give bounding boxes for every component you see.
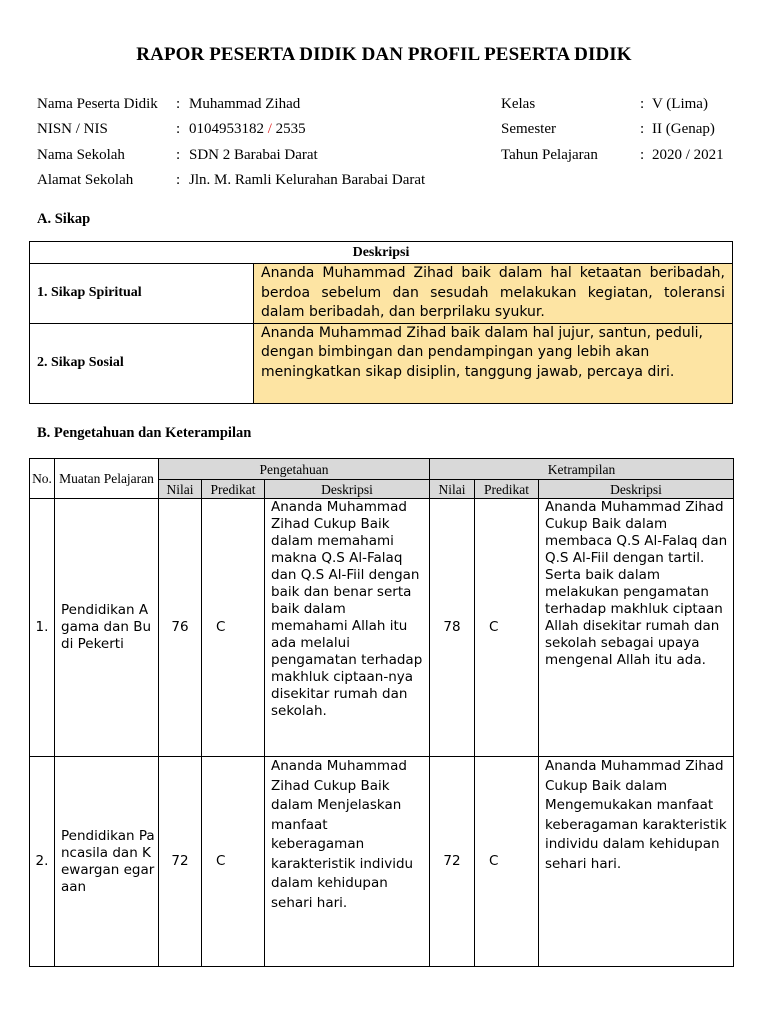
info-label-kelas: Kelas	[501, 96, 536, 112]
row-k-nilai: 78	[430, 499, 475, 757]
info-label-tahun: Tahun Pelajaran	[501, 147, 598, 163]
info-value-tahun: 2020 / 2021	[652, 147, 724, 163]
table-row	[30, 264, 733, 324]
row-k-deskripsi: Ananda Muhammad Zihad Cukup Baik dalam Mengemukakan manfaat keberagaman karakteristik individu dalam kehidupan sehari hari.	[539, 757, 734, 967]
info-value-nama: Muhammad Zihad	[189, 96, 301, 112]
row-k-deskripsi: Ananda Muhammad Zihad Cukup Baik dalam membaca Q.S Al-Falaq dan Q.S Al-Fiil dengan tartil. Serta baik dalam melakukan pengamatan terhadap makhluk ciptaan Allah disekitar rumah dan sekolah sebagai upaya mengenal Allah itu ada.	[539, 499, 734, 757]
row-p-predikat: C	[202, 499, 265, 757]
sikap-header-deskripsi: Deskripsi	[30, 242, 733, 264]
nisn-separator: /	[267, 121, 272, 137]
nis-value: 2535	[275, 121, 306, 137]
row-p-nilai: 72	[159, 757, 202, 967]
info-colon: :	[176, 121, 181, 137]
row-no: 1.	[30, 499, 55, 757]
header-k-predikat: Predikat	[475, 480, 539, 499]
row-p-predikat: C	[202, 757, 265, 967]
info-label-nama: Nama Peserta Didik	[37, 96, 158, 112]
row-p-deskripsi: Ananda Muhammad Zihad Cukup Baik dalam Menjelaskan manfaat keberagaman karakteristik individu dalam kehidupan sehari hari.	[265, 757, 430, 967]
table-row	[30, 499, 734, 757]
header-pengetahuan: Pengetahuan	[159, 459, 430, 480]
nisn-value: 0104953182	[189, 121, 264, 137]
header-k-nilai: Nilai	[430, 480, 475, 499]
info-colon: :	[176, 172, 181, 188]
info-label-alamat: Alamat Sekolah	[37, 172, 134, 188]
header-ketrampilan: Ketrampilan	[430, 459, 734, 480]
info-value-nisn	[189, 119, 306, 139]
header-p-deskripsi: Deskripsi	[265, 480, 430, 499]
header-k-deskripsi: Deskripsi	[539, 480, 734, 499]
info-label-semester: Semester	[501, 121, 556, 137]
sikap-label: 1. Sikap Spiritual	[30, 264, 254, 324]
row-no: 2.	[30, 757, 55, 967]
info-colon: :	[640, 121, 645, 137]
header-p-predikat: Predikat	[202, 480, 265, 499]
info-value-kelas: V (Lima)	[652, 96, 708, 112]
info-label-nisn: NISN / NIS	[37, 121, 108, 137]
section-heading-pengetahuan: B. Pengetahuan dan Keterampilan	[37, 425, 252, 441]
sikap-table	[29, 241, 733, 404]
info-colon: :	[176, 96, 181, 112]
header-p-nilai: Nilai	[159, 480, 202, 499]
row-k-predikat: C	[475, 499, 539, 757]
page-title: RAPOR PESERTA DIDIK DAN PROFIL PESERTA DIDIK	[136, 44, 632, 65]
row-subject: Pendidikan Pancasila dan Kewargan egaraan	[55, 757, 159, 967]
nilai-table	[29, 458, 734, 967]
row-k-nilai: 72	[430, 757, 475, 967]
nilai-header-row	[30, 459, 734, 480]
sikap-description: Ananda Muhammad Zihad baik dalam hal jujur, santun, peduli, dengan bimbingan dan pendampingan yang lebih akan meningkatkan sikap disiplin, tanggung jawab, percaya diri.	[254, 323, 733, 403]
table-row	[30, 323, 733, 403]
info-value-alamat: Jln. M. Ramli Kelurahan Barabai Darat	[189, 172, 426, 188]
header-muatan: Muatan Pelajaran	[55, 459, 159, 499]
row-subject: Pendidikan Agama dan Budi Pekerti	[55, 499, 159, 757]
sikap-label: 2. Sikap Sosial	[30, 323, 254, 403]
sikap-description: Ananda Muhammad Zihad baik dalam hal ketaatan beribadah, berdoa sebelum dan sesudah melakukan kegiatan, toleransi dalam beribadah, dan berprilaku syukur.	[254, 264, 733, 324]
sikap-header-row	[30, 242, 733, 264]
row-p-nilai: 76	[159, 499, 202, 757]
row-k-predikat: C	[475, 757, 539, 967]
info-label-sekolah: Nama Sekolah	[37, 147, 125, 163]
row-p-deskripsi: Ananda Muhammad Zihad Cukup Baik dalam memahami makna Q.S Al-Falaq dan Q.S Al-Fiil dengan baik dan benar serta baik dalam memahami Allah itu ada melalui pengamatan terhadap makhluk ciptaan-nya disekitar rumah dan sekolah.	[265, 499, 430, 757]
table-row	[30, 757, 734, 967]
section-heading-sikap: A. Sikap	[37, 211, 91, 227]
info-colon: :	[640, 96, 645, 112]
info-colon: :	[640, 147, 645, 163]
info-colon: :	[176, 147, 181, 163]
info-value-semester: II (Genap)	[652, 121, 715, 137]
header-no: No.	[30, 459, 55, 499]
info-value-sekolah: SDN 2 Barabai Darat	[189, 147, 318, 163]
